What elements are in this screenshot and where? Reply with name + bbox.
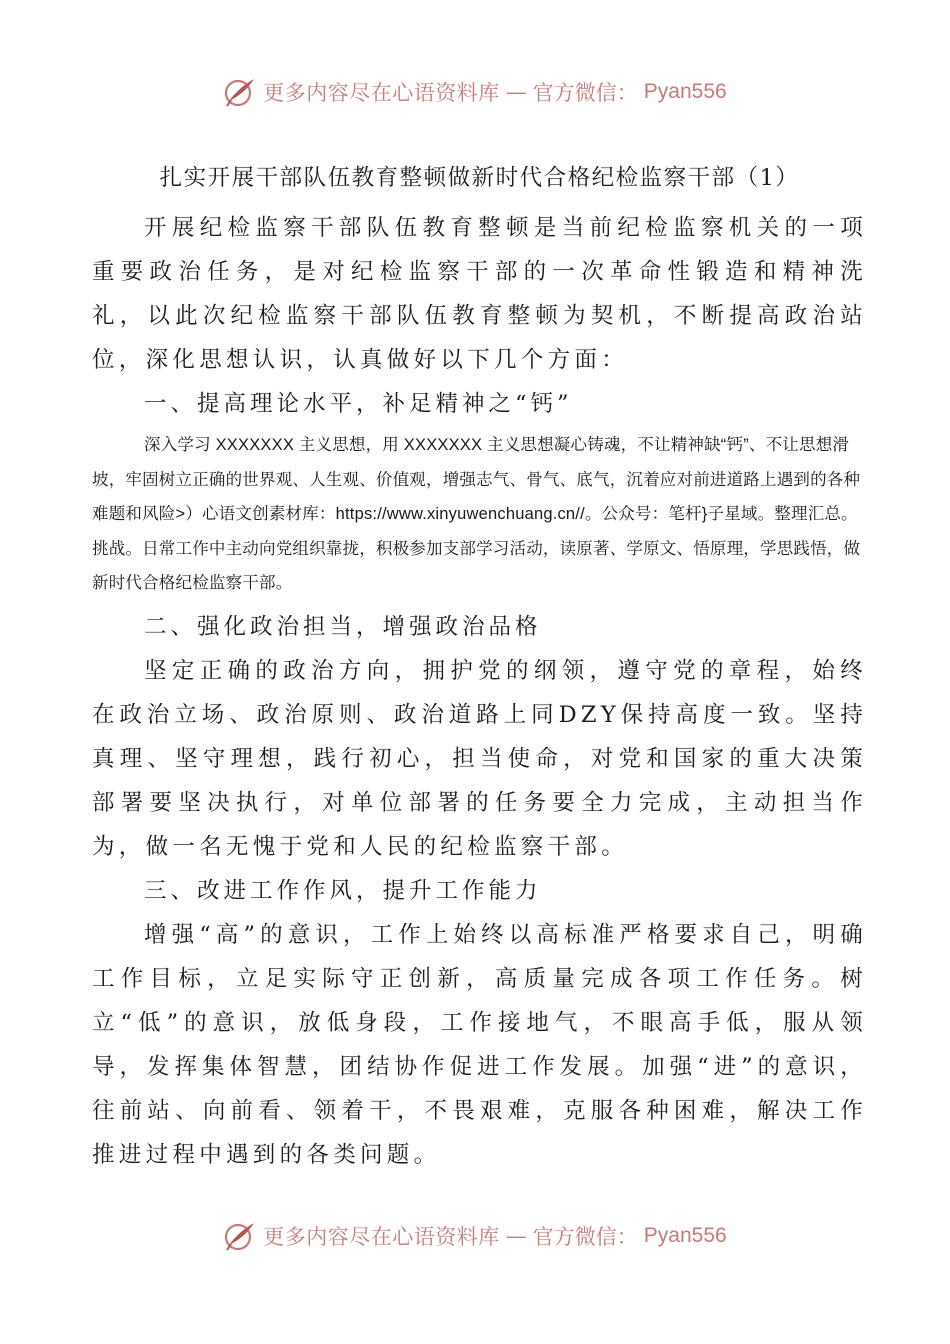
document-title: 扎实开展干部队伍教育整顿做新时代合格纪检监察干部（1）	[159, 165, 800, 191]
banner-wechat-id: Pyan556	[643, 80, 727, 103]
banner-separator: —	[505, 80, 527, 104]
quill-logo-icon	[223, 1219, 257, 1253]
footer-banner	[0, 1214, 950, 1258]
banner-wechat-label: 官方微信：	[532, 81, 638, 105]
section-3-body: 增强“高”的意识，工作上始终以高标准严格要求自己，明确工作目标，立足实际守正创新，高质量完成各项工作任务。树立“低”的意识，放低身段，工作接地气，不眼高手低，服从领导，发挥集体智慧，团结协作促进工作发展。加强“进”的意识，往前站、向前看、领着干，不畏艰难，克服各种困难，解决工作推进过程中遇到的各类问题。	[92, 921, 867, 1168]
header-banner	[0, 70, 950, 114]
banner-wechat-id: Pyan556	[643, 1224, 727, 1247]
banner-text: 更多内容尽在心语资料库	[263, 81, 500, 105]
banner-text: 更多内容尽在心语资料库	[263, 1225, 500, 1249]
section-1-heading: 一、提高理论水平，补足精神之“钙”	[144, 391, 573, 417]
quill-logo-icon	[223, 75, 257, 109]
intro-paragraph: 开展纪检监察干部队伍教育整顿是当前纪检监察机关的一项重要政治任务，是对纪检监察干部的一次革命性锻造和精神洗礼，以此次纪检监察干部队伍教育整顿为契机，不断提高政治站位，深化思想认识，认真做好以下几个方面：	[92, 215, 867, 373]
document-body	[92, 158, 867, 1177]
banner-separator: —	[505, 1224, 527, 1248]
banner-wechat-label: 官方微信：	[532, 1225, 638, 1249]
section-2-heading: 二、强化政治担当，增强政治品格	[144, 613, 542, 640]
section-3-heading: 三、改进工作作风，提升工作能力	[144, 877, 542, 904]
section-2-body: 坚定正确的政治方向，拥护党的纲领，遵守党的章程，始终在政治立场、政治原则、政治道路上同DZY保持高度一致。坚持真理、坚守理想，践行初心，担当使命，对党和国家的重大决策部署要坚决执行，对单位部署的任务要全力完成，主动担当作为，做一名无愧于党和人民的纪检监察干部。	[92, 657, 867, 860]
section-1-body: 深入学习 XXXXXXX 主义思想，用 XXXXXXX 主义思想凝心铸魂，不让精神缺“钙”、不让思想滑坡，牢固树立正确的世界观、人生观、价值观，增强志气、骨气、底气，沉着应对前进道路上遇到的各种难题和风险>）心语文创素材库：https://www.xinyuwenchuang.cn//。公众号：笔杆}子星域。整理汇总。挑战。日常工作中主动向党组织靠拢，积极参加支部学习活动，读原著、学原文、悟原理，学思践悟，做新时代合格纪检监察干部。	[92, 436, 861, 592]
